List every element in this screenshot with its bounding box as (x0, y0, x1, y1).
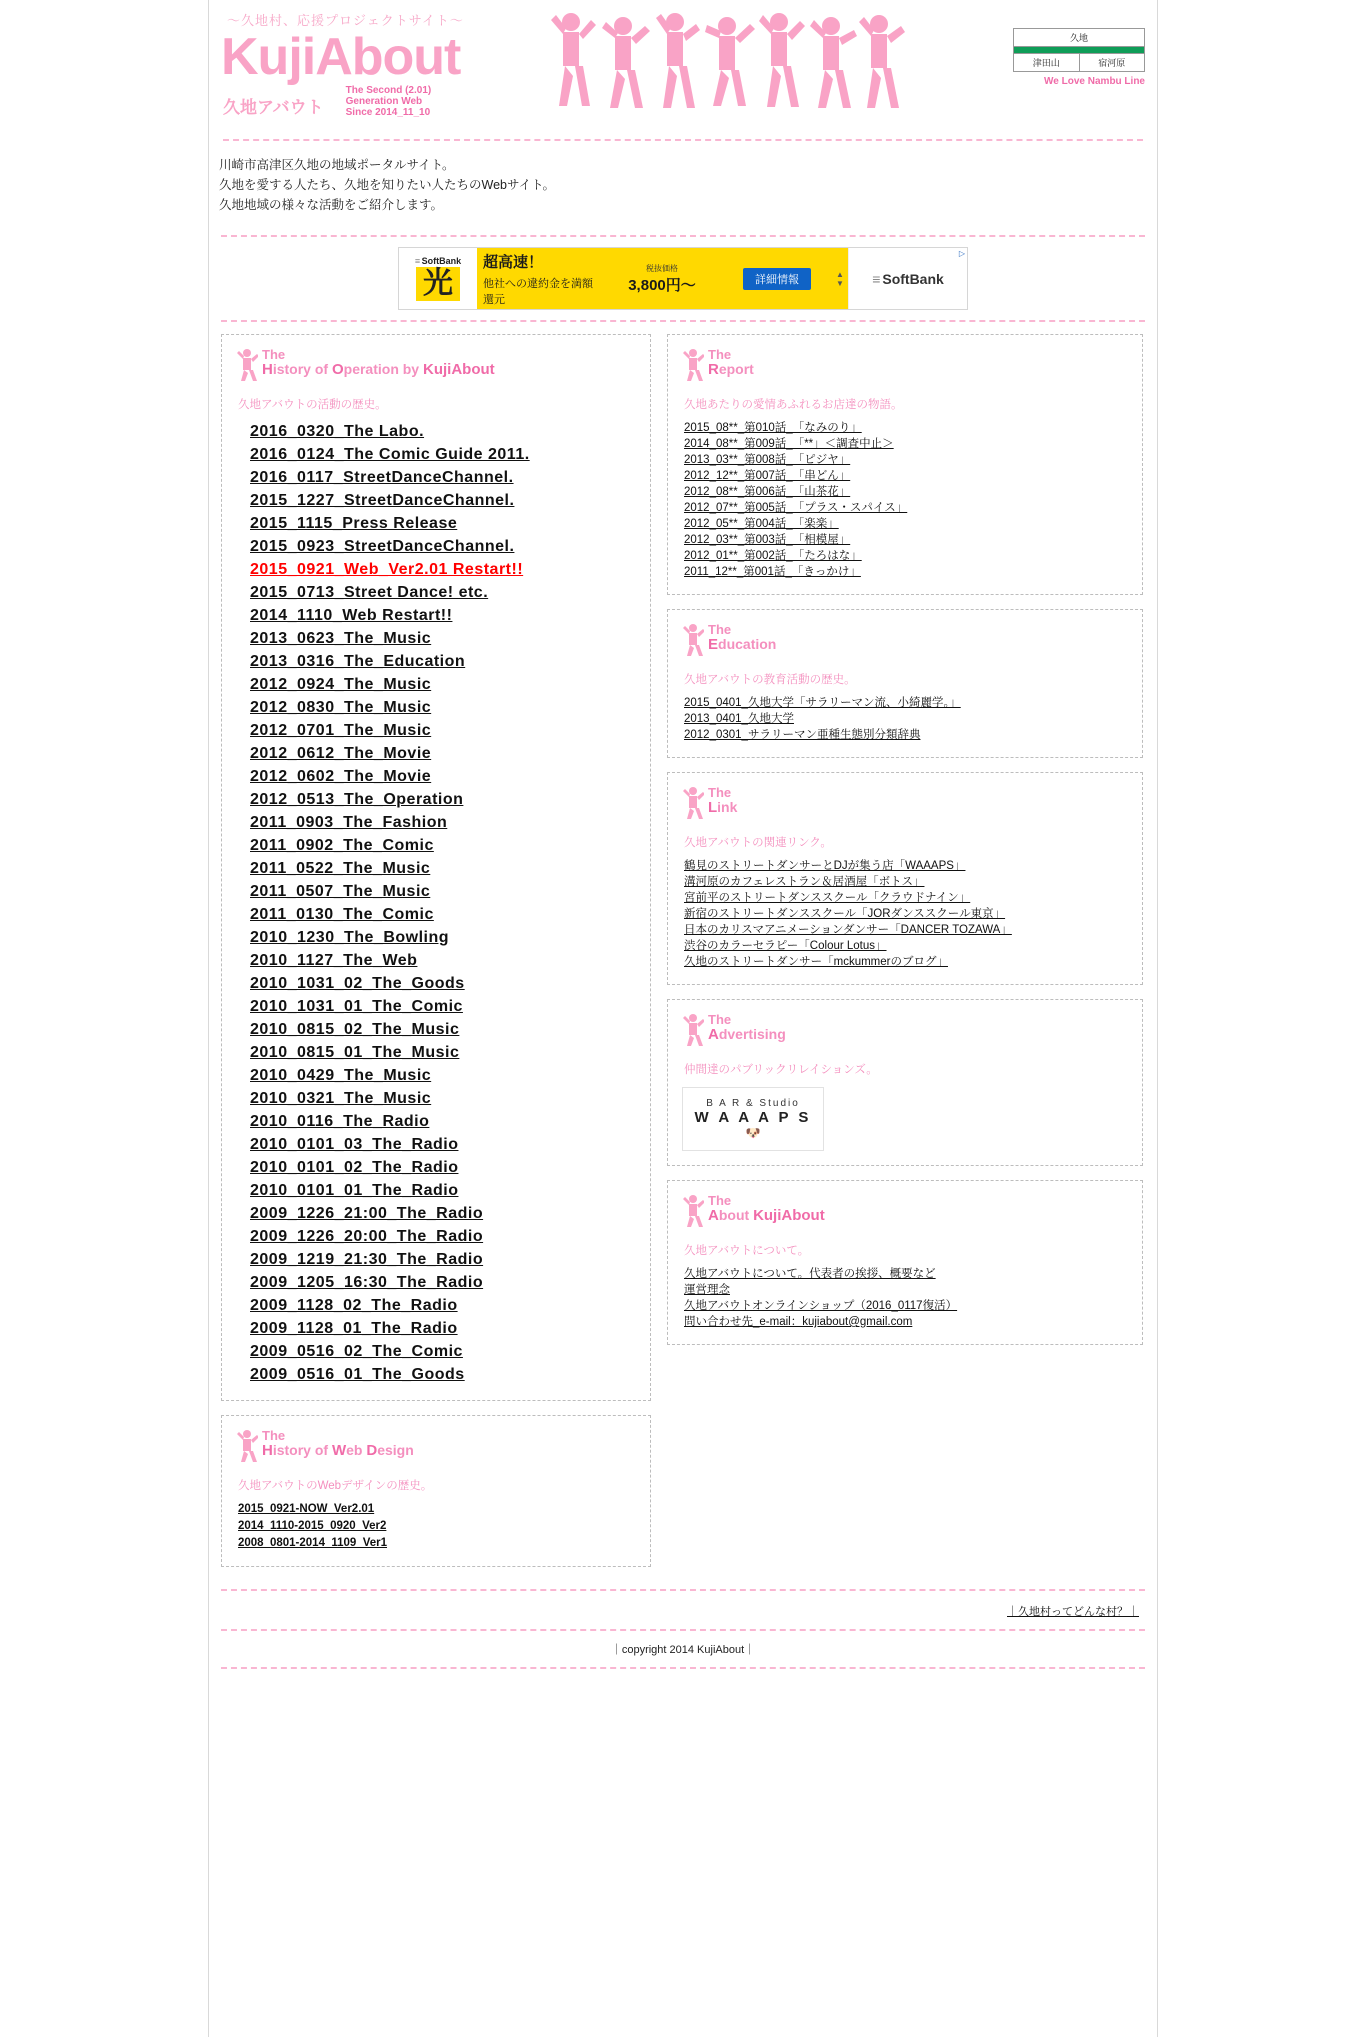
ad-headline: 超高速！ (483, 253, 544, 271)
ad-price-label: 税抜価格 (646, 263, 678, 273)
list-item[interactable]: 2010_1230_The_Bowling (250, 929, 450, 946)
list-item[interactable]: 2010_0321_The_Music (250, 1090, 432, 1107)
panel-report (667, 334, 1143, 595)
panel-desc-webdesign: 久地アバウトのWebデザインの歴史。 (238, 1480, 433, 1492)
panel-title-about (682, 1193, 1128, 1232)
header-divider (223, 139, 1143, 141)
panel-title-advertising (682, 1012, 1128, 1051)
report-link-list (682, 420, 1128, 580)
list-item[interactable]: 2015_0401_久地大学「サラリーマン流、小綺麗学。」 (684, 697, 961, 709)
ad-arrow-up-icon[interactable]: ▲ (836, 269, 844, 279)
ad-price-value: 3,800円〜 (628, 276, 696, 294)
list-item[interactable]: 久地アバウトについて。代表者の挨拶、概要など (684, 1268, 936, 1280)
list-item[interactable]: 2015_0923_StreetDanceChannel. (250, 538, 515, 555)
list-item[interactable]: 宮前平のストリートダンススクール「クラウドナイン」 (684, 892, 971, 904)
panel-link (667, 772, 1143, 985)
panel-desc-advertising: 仲間達のパブリックリレイションズ。 (684, 1064, 878, 1076)
softbank-ad-banner[interactable] (398, 247, 968, 310)
panel-desc-about: 久地アバウトについて。 (684, 1245, 810, 1257)
list-item[interactable]: 2012_0513_The_Operation (250, 791, 464, 808)
list-item[interactable]: 2012_0830_The_Music (250, 699, 432, 716)
logo-japanese: 久地アバウト (223, 98, 324, 117)
logo-block (217, 10, 537, 118)
ad-price-block (602, 248, 722, 309)
list-item[interactable]: 2012_05**_第004話_「楽楽」 (684, 518, 839, 530)
panel-desc-link: 久地アバウトの関連リンク。 (684, 837, 832, 849)
history-link-list (236, 420, 636, 1386)
panel-title-text-report: The Report (708, 347, 754, 378)
panel-title-text-education: The Education (708, 622, 777, 653)
list-item[interactable]: 2010_0101_01_The_Radio (250, 1182, 459, 1199)
waaaps-banner[interactable] (682, 1087, 824, 1151)
list-item[interactable]: 日本のカリスマアニメーションダンサー「DANCER TOZAWA」 (684, 924, 1012, 936)
list-item[interactable]: 2014_08**_第009話_「**」＜調査中止＞ (684, 438, 894, 450)
list-item[interactable]: 2012_0701_The_Music (250, 722, 432, 739)
list-item[interactable]: 2014_1110-2015_0920_Ver2 (238, 1520, 387, 1532)
ad-arrow-down-icon[interactable]: ▼ (836, 278, 844, 288)
logo-meta-line1: The Second (2.01) (345, 85, 432, 96)
station-next: 宿河原 (1079, 54, 1145, 72)
panel-desc-history: 久地アバウトの活動の歴史。 (238, 399, 387, 411)
dancer-icon (682, 785, 704, 824)
adchoices-icon[interactable]: ▷ (958, 249, 965, 258)
panel-title-history (236, 347, 636, 386)
list-item[interactable]: 2015_1115_Press Release (250, 515, 458, 532)
footer-link-about-village[interactable]: ｜久地村ってどんな村？｜ (1007, 1606, 1139, 1618)
dancer-icon (236, 347, 258, 386)
list-item[interactable]: 溝河原のカフェレストラン＆居酒屋「ボトス」 (684, 876, 925, 888)
list-item[interactable]: 2010_1031_02_The_Goods (250, 975, 465, 992)
list-item[interactable]: 2013_0401_久地大学 (684, 713, 794, 725)
ad-cta-col[interactable] (722, 248, 832, 309)
list-item[interactable]: 2010_0101_02_The_Radio (250, 1159, 459, 1176)
footer-copyright: ｜copyright 2014 KujiAbout｜ (221, 1629, 1145, 1669)
list-item[interactable]: 2008_0801-2014_1109_Ver1 (238, 1537, 388, 1549)
intro-text (219, 155, 1157, 227)
footer-links (221, 1597, 1145, 1627)
webdesign-link-list (236, 1501, 636, 1552)
list-item[interactable]: 2015_0713_Street Dance! etc. (250, 584, 489, 601)
left-column (221, 334, 651, 1581)
list-item[interactable]: 2009_1128_01_The_Radio (250, 1320, 458, 1337)
panel-education (667, 609, 1143, 758)
panel-advertising (667, 999, 1143, 1166)
nambu-tagline: We Love Nambu Line (1044, 76, 1145, 87)
ad-brand-left (399, 248, 477, 309)
ad-cta-button[interactable]: 詳細情報 (743, 268, 811, 290)
list-item[interactable]: 2010_0815_02_The_Music (250, 1021, 460, 1038)
intro-line-1: 川崎市高津区久地の地域ポータルサイト。 (219, 158, 455, 172)
panel-history-of-operation (221, 334, 651, 1401)
station-line-bar (1014, 47, 1145, 54)
intro-line-3: 久地地域の様々な活動をご紹介します。 (219, 198, 444, 212)
link-link-list (682, 858, 1128, 970)
list-item[interactable]: 2015_1227_StreetDanceChannel. (250, 492, 515, 509)
list-item[interactable]: 2012_08**_第006話_「山茶花」 (684, 486, 851, 498)
panel-title-text-advertising: The Advertising (708, 1012, 786, 1043)
list-item[interactable]: 渋谷のカラーセラピー「Colour Lotus」 (684, 940, 887, 952)
list-item[interactable]: 2012_0301_サラリーマン亜種生態別分類辞典 (684, 729, 921, 741)
list-item[interactable]: 2010_0116_The_Radio (250, 1113, 430, 1130)
site-logo[interactable]: KujiAbout (221, 28, 461, 86)
panel-title-report (682, 347, 1128, 386)
nambu-line-widget (1013, 28, 1145, 87)
dancer-icon (682, 1012, 704, 1051)
list-item[interactable]: 2015_0921-NOW_Ver2.01 (238, 1503, 375, 1515)
list-item[interactable]: 2011_0130_The_Comic (250, 906, 434, 923)
list-item[interactable]: 2016_0320_The Labo. (250, 423, 425, 440)
logo-sub-row (223, 85, 537, 118)
about-link-list (682, 1266, 1128, 1330)
panel-desc-education: 久地アバウトの教育活動の歴史。 (684, 674, 856, 686)
panel-title-education (682, 622, 1128, 661)
panel-title-text-webdesign: The History of Web Design (262, 1428, 414, 1459)
station-table (1013, 28, 1145, 72)
site-footer (221, 1589, 1145, 1669)
dancer-icon (682, 1193, 704, 1232)
list-item[interactable]: 2010_1127_The_Web (250, 952, 418, 969)
softbank-logo: ≡ SoftBank (414, 256, 462, 266)
hikari-logo: 光 (416, 267, 460, 301)
panel-title-webdesign (236, 1428, 636, 1467)
station-prev: 津田山 (1014, 54, 1080, 72)
ad-carousel-arrows[interactable] (832, 248, 848, 309)
site-tagline: 〜久地村、応援プロジェクトサイト〜 (227, 13, 464, 28)
station-current: 久地 (1014, 29, 1145, 47)
dancer-icon (236, 1428, 258, 1467)
list-item[interactable]: 2012_12**_第007話_「串どん」 (684, 470, 851, 482)
list-item[interactable]: 2016_0117_StreetDanceChannel. (250, 469, 514, 486)
list-item[interactable]: 2014_1110_Web Restart!! (250, 607, 453, 624)
list-item[interactable]: 2011_12**_第001話_「きっかけ」 (684, 566, 861, 578)
list-item[interactable]: 2012_01**_第002話_「たろはな」 (684, 550, 862, 562)
list-item[interactable]: 2009_1226_20:00_The_Radio (250, 1228, 484, 1245)
list-item[interactable]: 2013_0316_The_Education (250, 653, 466, 670)
dancer-icon (682, 622, 704, 661)
list-item[interactable]: 鶴見のストリートダンサーとDJが集う店「WAAAPS」 (684, 860, 966, 872)
waaaps-banner-top: B A R & Studio (706, 1098, 800, 1109)
list-item[interactable]: 2009_1205_16:30_The_Radio (250, 1274, 484, 1291)
list-item[interactable]: 2013_03**_第008話_「ピジヤ」 (684, 454, 851, 466)
list-item[interactable]: 2011_0903_The_Fashion (250, 814, 448, 831)
content-columns (209, 322, 1157, 1581)
list-item[interactable]: 2010_1031_01_The_Comic (250, 998, 463, 1015)
list-item[interactable]: 2011_0902_The_Comic (250, 837, 434, 854)
education-link-list (682, 695, 1128, 743)
list-item[interactable]: 久地のストリートダンサー「mckummerのブログ」 (684, 956, 948, 968)
ad-brand-right: ≡ SoftBank (848, 248, 967, 309)
list-item[interactable]: 2012_0602_The_Movie (250, 768, 432, 785)
list-item[interactable]: 新宿のストリートダンススクール「JORダンススクール東京」 (684, 908, 1006, 920)
dog-icon: 🐶 (745, 1126, 761, 1140)
ad-subline: 他社への違約金を満額還元 (483, 277, 593, 306)
ad-copy (477, 248, 602, 309)
panel-history-of-web-design (221, 1415, 651, 1567)
dancer-icon (682, 347, 704, 386)
panel-title-text-link: The Link (708, 785, 738, 816)
list-item[interactable]: 2012_0924_The_Music (250, 676, 432, 693)
list-item[interactable]: 2012_03**_第003話_「相模屋」 (684, 534, 851, 546)
list-item[interactable]: 2009_1226_21:00_The_Radio (250, 1205, 484, 1222)
list-item[interactable]: 問い合わせ先_e-mail：kujiabout@gmail.com (684, 1316, 913, 1328)
waaaps-banner-name: W A A A P S (694, 1109, 812, 1126)
logo-meta-line3: Since 2014_11_10 (345, 107, 431, 118)
list-item[interactable]: 久地アバウトオンラインショップ（2016_0117復活） (684, 1300, 958, 1312)
list-item[interactable]: 2013_0623_The_Music (250, 630, 432, 647)
list-item[interactable]: 2009_0516_02_The_Comic (250, 1343, 463, 1360)
panel-title-link (682, 785, 1128, 824)
logo-meta-line2: Generation Web (345, 96, 423, 107)
list-item[interactable]: 2011_0522_The_Music (250, 860, 431, 877)
panel-title-text-history: The History of Operation by KujiAbout (262, 347, 495, 378)
panel-title-text-about: The About KujiAbout (708, 1193, 825, 1224)
list-item[interactable]: 2015_08**_第010話_「なみのり」 (684, 422, 862, 434)
list-item[interactable]: 2012_0612_The_Movie (250, 745, 432, 762)
list-item[interactable]: 2010_0429_The_Music (250, 1067, 432, 1084)
list-item[interactable]: 2016_0124_The Comic Guide 2011. (250, 446, 530, 463)
right-column (667, 334, 1143, 1359)
panel-about (667, 1180, 1143, 1345)
logo-meta (346, 85, 432, 118)
list-item[interactable]: 2009_1128_02_The_Radio (250, 1297, 458, 1314)
panel-desc-report: 久地あたりの愛情あふれるお店達の物語。 (684, 399, 903, 411)
site-frame (208, 0, 1158, 2037)
list-item[interactable]: 2011_0507_The_Music (250, 883, 431, 900)
site-header (209, 0, 1157, 135)
list-item[interactable]: 2010_0101_03_The_Radio (250, 1136, 459, 1153)
list-item[interactable]: 2009_1219_21:30_The_Radio (250, 1251, 484, 1268)
list-item[interactable]: 2009_0516_01_The_Goods (250, 1366, 465, 1383)
list-item-highlighted[interactable]: 2015_0921_Web_Ver2.01 Restart!! (250, 561, 524, 578)
list-item[interactable]: 運営理念 (684, 1284, 730, 1296)
dancers-illustration (549, 8, 909, 113)
advertisement-region (221, 235, 1145, 322)
list-item[interactable]: 2012_07**_第005話_「プラス・スパイス」 (684, 502, 908, 514)
intro-line-2: 久地を愛する人たち、久地を知りたい人たちのWebサイト。 (219, 178, 555, 192)
list-item[interactable]: 2010_0815_01_The_Music (250, 1044, 460, 1061)
